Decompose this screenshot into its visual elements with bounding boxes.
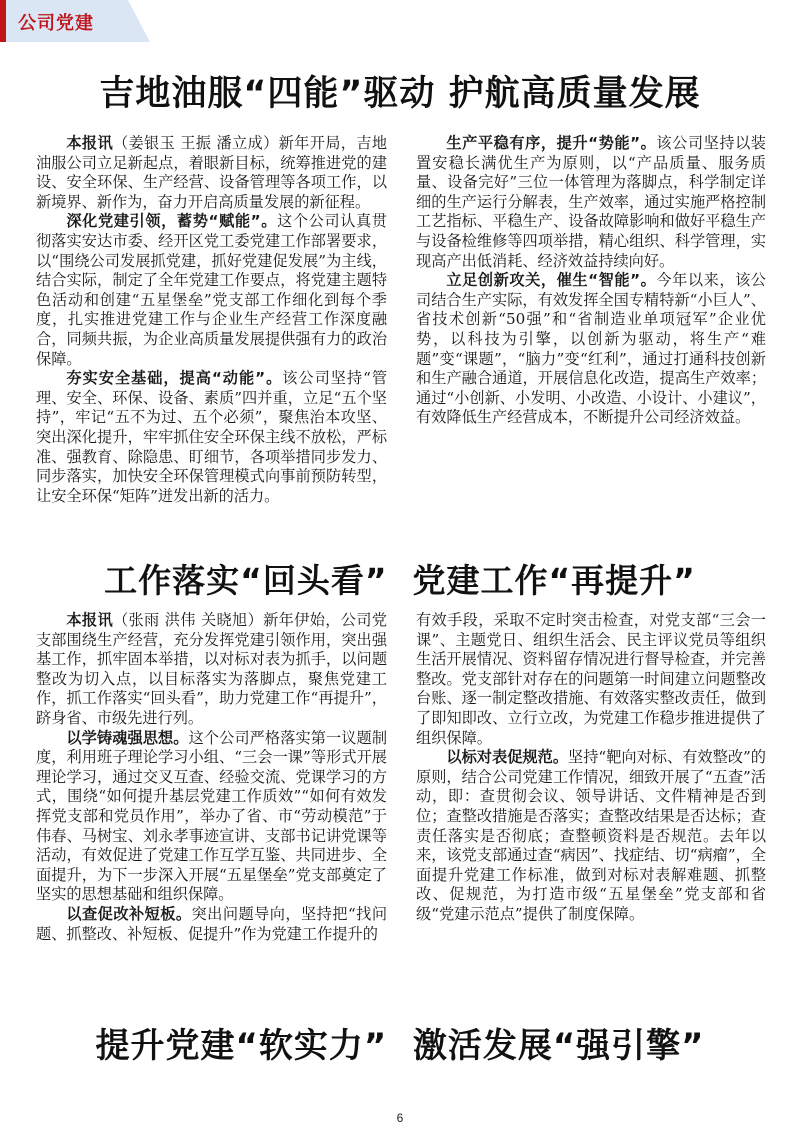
- article1-subhead: 夯实安全基础，提高“动能”。: [66, 369, 283, 388]
- article2-subhead: 以学铸魂强思想。: [66, 728, 189, 747]
- article2-paragraph: 以学铸魂强思想。这个公司严格落实第一议题制度，利用班子理论学习小组、“三会一课”等形式开展理论学习，通过交叉互查、经验交流、党课学习的方式，围绕“如何提升基层党建工作质效”“如何有效发挥党支部和党员作用”，举办了省、市“劳动模范”于伟春、马树宝、刘永孝事迹宣讲、支部书记讲党课等活动，有效促进了党建工作互学互鉴、共同进步、全面提升，为下一步深入开展“五星堡垒”党支部奠定了坚实的思想基础和组织保障。: [36, 728, 388, 904]
- article2-paragraph-continued: 有效手段，采取不定时突击检查，对党支部“三会一课”、主题党日、组织生活会、民主评议党员等组织生活开展情况、资料留存情况进行督导检查，并完善整改。党支部针对存在的问题第一时间建立问题整改台账、逐一制定整改措施、有效落实整改责任，做到了即知即改、立行立改，为党建工作稳步推进提供了组织保障。: [416, 611, 766, 747]
- article2-paragraph: 以查促改补短板。突出问题导向，坚持把“找问题、抓整改、补短板、促提升”作为党建工作提升的: [36, 904, 388, 943]
- article2-column-right: [416, 611, 766, 925]
- article2-paragraph: 以标对表促规范。坚持“靶向对标、有效整改”的原则，结合公司党建工作情况，细致开展了“五查”活动，即：查贯彻会议、领导讲话、文件精神是否到位；查整改措施是否落实；查整改结果是否达标；查责任落实是否彻底；查整顿资料是否规范。去年以来，该党支部通过查“病因”、找症结、切“病瘤”，全面提升党建工作标准，做到对标对表解难题、抓整改、促规范，为打造市级“五星堡垒”党支部和省级“党建示范点”提供了制度保障。: [416, 748, 766, 923]
- article1-subhead: 深化党建引领，蓄势“赋能”。: [66, 212, 278, 231]
- article3-title: 提升党建“软实力” 激活发展“强引擎”: [95, 1026, 705, 1066]
- article1-title: 吉地油服“四能”驱动 护航高质量发展: [99, 74, 701, 114]
- article1-paragraph: 生产平稳有序，提升“势能”。该公司坚持以装置安稳长满优生产为原则，以“产品质量、服务质量、设备完好”三位一体管理为落脚点，科学制定详细的生产运行分解表，生产效率，通过实施严格控制工艺指标、平稳生产、设备故障影响和做好平稳生产与设备检维修等四项举措，精心组织、科学管理，实现高产出低消耗、经济效益持续向好。: [416, 134, 766, 270]
- section-tag: [0, 0, 150, 42]
- article2-subhead: 以查促改补短板。: [66, 904, 192, 923]
- article2-title: 工作落实“回头看” 党建工作“再提升”: [104, 561, 696, 600]
- article1-paragraph: 夯实安全基础，提高“动能”。该公司坚持“管理、安全、环保、设备、素质”四并重，立足“五个坚持”，牢记“五不为过、五个必须”，聚焦治本攻坚、突出深化提升，牢牢抓住安全环保主线不放松，严标准、强教育、除隐患、盯细节，各项举措同步发力、同步落实，加快安全环保管理模式向事前预防转型，让安全环保“矩阵”迸发出新的活力。: [36, 369, 388, 505]
- article1-paragraph: 深化党建引领，蓄势“赋能”。这个公司认真贯彻落实安达市委、经开区党工委党建工作部署要求，以“围绕公司发展抓党建，抓好党建促发展”为主线，结合实际，制定了全年党建工作要点，将党建主题特色活动和创建“五星堡垒”党支部工作细化到每个季度，扎实推进党建工作与企业生产经营工作深度融合，同频共振，为企业高质量发展提供强有力的政治保障。: [36, 212, 387, 368]
- article2-column-left: [36, 611, 387, 944]
- article1-paragraph: 立足创新攻关，催生“智能”。今年以来，该公司结合生产实际，有效发挥全国专精特新“小巨人”、省技术创新“50强”和“省制造业单项冠军”企业优势，以科技为引擎，以创新为驱动，将生产“难题”变“课题”，“脑力”变“红利”，通过打通科技创新和生产融合通道，开展信息化改造，提高生产效率；通过“小创新、小发明、小改造、小设计、小建议”，有效降低生产经营成本，不断提升公司经济效益。: [416, 271, 766, 427]
- article1-dateline: 本报讯: [66, 134, 113, 152]
- section-tag-label: 公司党建: [18, 13, 94, 34]
- article2-paragraph: 本报讯（张雨 洪伟 关晓旭）新年伊始，公司党支部围绕生产经营，充分发挥党建引领作用，突出强基工作，抓牢固本举措，以对标对表为抓手，以问题整改为切入点，以目标落实为落脚点，聚焦党建工作，抓工作落实“回头看”，助力党建工作“再提升”，跻身省、市级先进行列。: [36, 611, 388, 727]
- article1-paragraph: 本报讯（姜银玉 王振 潘立成）新年开局，吉地油服公司立足新起点，着眼新目标，统筹推进党的建设、安全环保、生产经营、设备管理等各项工作，以新境界、新作为，奋力开启高质量发展的新征程。: [36, 134, 388, 211]
- page-number: 6: [396, 1111, 404, 1125]
- article2-dateline: 本报讯: [66, 611, 113, 629]
- article1-column-left: [36, 134, 387, 506]
- article1-subhead: 立足创新攻关，催生“智能”。: [446, 271, 657, 290]
- article1-subhead: 生产平稳有序，提升“势能”。: [446, 134, 657, 152]
- article2-subhead: 以标对表促规范。: [446, 748, 569, 767]
- article1-column-right: [416, 134, 766, 428]
